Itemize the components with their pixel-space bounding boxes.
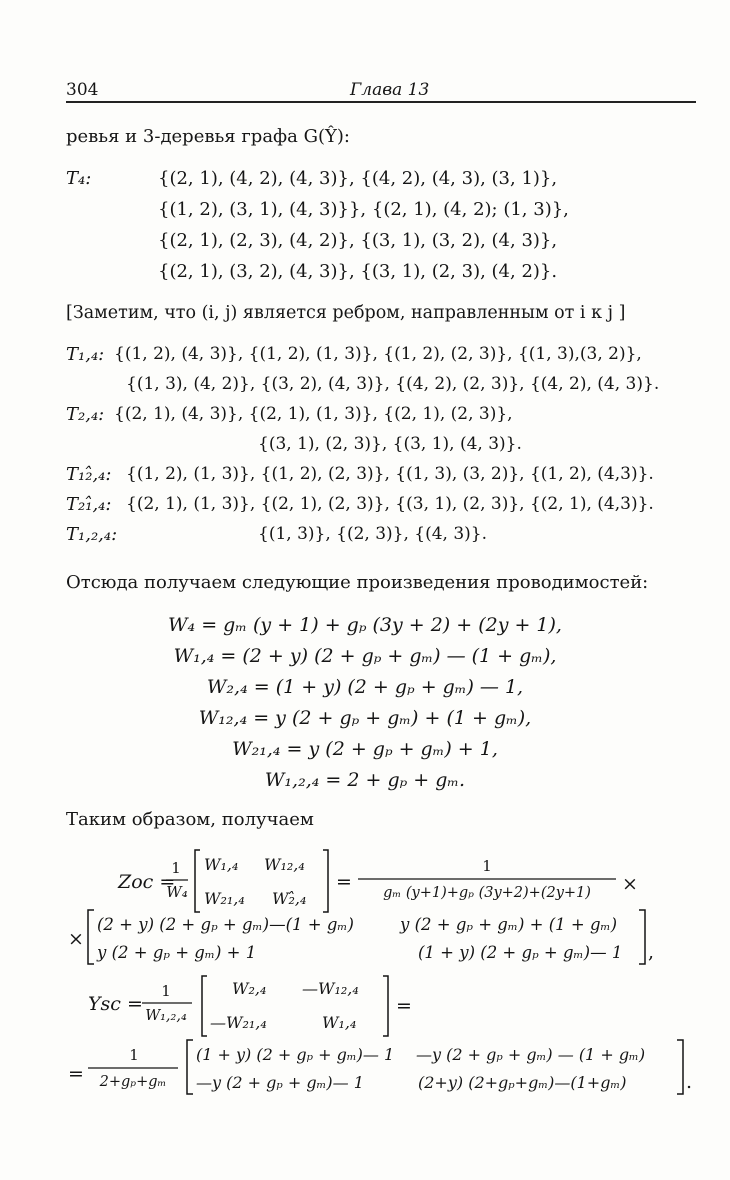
eq-w124: W₁₂,₄ = y (2 + gₚ + gₘ) + (1 + gₘ), <box>198 707 532 729</box>
y-r1c2: —y (2 + gₚ + gₘ) — (1 + gₘ) <box>416 1045 646 1064</box>
z-times-1: × <box>622 873 638 895</box>
edge-direction-note: [Заметим, что (i, j) является ребром, направленным от i к j ] <box>66 303 626 323</box>
eq-w4: W₄ = gₘ (y + 1) + gₚ (3y + 2) + (2y + 1), <box>168 614 562 636</box>
intro-line: ревья и 3-деревья графа G(Ŷ): <box>66 126 350 147</box>
eq-w1234: W₁,₂,₄ = 2 + gₚ + gₘ. <box>264 769 466 791</box>
y-m22: W₁,₄ <box>322 1013 357 1032</box>
z-frac1-num: 1 <box>171 859 181 877</box>
z-r1c1: (2 + y) (2 + gₚ + gₘ)—(1 + gₘ) <box>97 915 354 934</box>
y-eq: = <box>396 995 412 1017</box>
t4-row-4: {(2, 1), (3, 2), (4, 3)}, {(3, 1), (2, 3), (4, 2)}. <box>158 261 558 282</box>
t4-label: T₄: <box>66 168 92 189</box>
z-m12: W₁₂,₄ <box>264 855 305 874</box>
y-frac2-den: 2+gₚ+gₘ <box>99 1074 167 1090</box>
z-r2c2: (1 + y) (2 + gₚ + gₘ)— 1 <box>418 943 623 962</box>
t1234-label: T₁,₂,₄: <box>66 524 118 545</box>
z-big-left-bracket <box>88 910 94 964</box>
y-r1c1: (1 + y) (2 + gₚ + gₘ)— 1 <box>196 1045 395 1064</box>
z-r1c2: y (2 + gₚ + gₘ) + (1 + gₘ) <box>400 915 618 934</box>
y-m11: W₂,₄ <box>232 979 267 998</box>
page-number: 304 <box>66 80 99 100</box>
t24-row-2: {(3, 1), (2, 3)}, {(3, 1), (4, 3)}. <box>258 434 522 454</box>
eq-w24: W₂,₄ = (1 + y) (2 + gₚ + gₘ) — 1, <box>206 676 524 698</box>
z-m22: W₂̂,₄ <box>272 889 307 908</box>
t214-row-1: {(2, 1), (1, 3)}, {(2, 1), (2, 3)}, {(3, 1), (2, 3)}, {(2, 1), (4,3)}. <box>126 494 654 514</box>
chapter-title: Глава 13 <box>350 80 430 100</box>
t214-label: T₂₁̂,₄: <box>66 494 112 515</box>
z-m11: W₁,₄ <box>204 855 239 874</box>
z-frac1-den: W₄ <box>166 883 188 901</box>
eq-w214: W₂₁,₄ = y (2 + gₚ + gₘ) + 1, <box>232 738 498 760</box>
y-big-right-bracket <box>677 1040 683 1094</box>
z-frac2-den: gₘ (y+1)+gₚ (3y+2)+(2y+1) <box>383 885 591 901</box>
t14-row-2: {(1, 3), (4, 2)}, {(3, 2), (4, 3)}, {(4, 2), (2, 3)}, {(4, 2), (4, 3)}. <box>126 374 660 394</box>
y-eq-2: = <box>68 1063 84 1085</box>
t24-row-1: {(2, 1), (4, 3)}, {(2, 1), (1, 3)}, {(2, 1), (2, 3)}, <box>114 404 513 424</box>
z-times-2: × <box>68 928 84 950</box>
y-frac-num: 1 <box>161 982 171 1000</box>
y-r2c1: —y (2 + gₚ + gₘ)— 1 <box>196 1073 364 1092</box>
conductance-intro: Отсюда получаем следующие произведения проводимостей: <box>66 572 649 593</box>
y-m12: —W₁₂,₄ <box>302 979 359 998</box>
z-eq: = <box>336 871 352 893</box>
z-comma: , <box>648 941 655 963</box>
y-m21: —W₂₁,₄ <box>210 1013 267 1032</box>
z-frac2-num: 1 <box>482 857 492 875</box>
y-matrix-right-bracket <box>383 976 388 1036</box>
y-frac2-num: 1 <box>129 1046 139 1064</box>
t4-row-1: {(2, 1), (4, 2), (4, 3)}, {(4, 2), (4, 3), (3, 1)}, <box>158 168 558 189</box>
t1234-row-1: {(1, 3)}, {(2, 3)}, {(4, 3)}. <box>258 524 488 544</box>
z-matrix-right-bracket <box>323 850 328 912</box>
t14-row-1: {(1, 2), (4, 3)}, {(1, 2), (1, 3)}, {(1, 2), (2, 3)}, {(1, 3),(3, 2)}, <box>114 344 642 364</box>
z-r2c1: y (2 + gₚ + gₘ) + 1 <box>97 943 257 962</box>
t124-row-1: {(1, 2), (1, 3)}, {(1, 2), (2, 3)}, {(1, 3), (3, 2)}, {(1, 2), (4,3)}. <box>126 464 654 484</box>
y-r2c2: (2+y) (2+gₚ+gₘ)—(1+gₘ) <box>418 1073 627 1092</box>
y-period: . <box>686 1071 693 1093</box>
z-oc-equation <box>0 840 730 970</box>
t4-row-2: {(1, 2), (3, 1), (4, 3)}}, {(2, 1), (4, 2); (1, 3)}, <box>158 199 569 220</box>
z-m21: W₂₁,₄ <box>204 889 245 908</box>
result-intro: Таким образом, получаем <box>66 809 314 830</box>
t24-label: T₂,₄: <box>66 404 105 425</box>
y-sc-equation <box>0 976 730 1106</box>
t4-row-3: {(2, 1), (2, 3), (4, 2)}, {(3, 1), (3, 2), (4, 3)}, <box>158 230 558 251</box>
t124-label: T₁₂̂,₄: <box>66 464 112 485</box>
z-lhs: Zoc = <box>118 871 176 893</box>
y-matrix-left-bracket <box>202 976 207 1036</box>
z-big-right-bracket <box>639 910 645 964</box>
header-rule <box>66 101 696 103</box>
y-frac-den: W₁,₂,₄ <box>145 1008 187 1024</box>
y-lhs: Ysc = <box>88 993 143 1015</box>
z-matrix-left-bracket <box>195 850 200 912</box>
y-big-left-bracket <box>187 1040 193 1094</box>
t14-label: T₁,₄: <box>66 344 105 365</box>
eq-w14: W₁,₄ = (2 + y) (2 + gₚ + gₘ) — (1 + gₘ), <box>173 645 557 667</box>
